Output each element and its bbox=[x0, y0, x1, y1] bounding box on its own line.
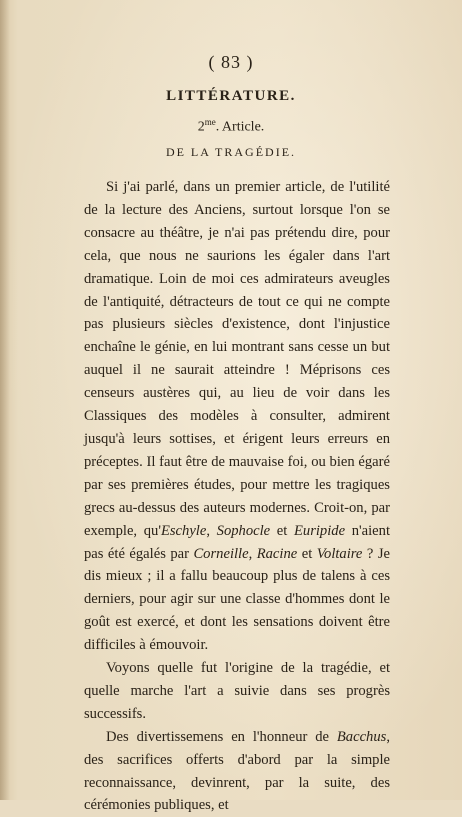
name-voltaire: Voltaire bbox=[316, 545, 363, 562]
paragraph-1-et-2: et bbox=[297, 545, 317, 562]
name-eschyle: Eschyle bbox=[160, 522, 207, 539]
paragraph-3-text-b: , des sacrifices offerts d'abord par la simple reconnaissance, devinrent, par la suite, des cérémonies publiques, et bbox=[84, 728, 390, 814]
paragraph-3-text-a: Des divertissemens en l'honneur de bbox=[106, 728, 337, 745]
paragraph-1-text-b: n'aient pas été égalés par bbox=[84, 522, 390, 562]
paragraph-1-comma-2: , bbox=[248, 545, 257, 562]
paragraph-1-et-1: et bbox=[270, 522, 294, 539]
page-title: LITTÉRATURE. bbox=[166, 88, 296, 104]
name-corneille: Corneille bbox=[193, 545, 249, 562]
subtitle-text: . Article. bbox=[215, 119, 265, 135]
section-heading: DE LA TRAGÉDIE. bbox=[165, 145, 297, 159]
paragraph-1-text-a: Si j'ai parlé, dans un premier article, de l'utilité de la lecture des Anciens, surtout lorsque l'on se consacre au théâtre, je n'ai pas prétendu dire, pour cela, que nous ne saurions les égaler dans l'art dramatique. Loin de moi ces admirateurs aveugles de l'antiquité, détracteurs de tout ce qui ne compte pas plusieurs siècles d'existence, dont l'injustice enchaîne le génie, en lui montrant sans cesse un but auquel il ne saurait atteindre ! Méprisons ces censeurs austères qui, au lieu de voir dans les Classiques des modèles à consulter, admirent jusqu'à leurs sottises, et érigent leurs erreurs en préceptes. Il faut être de mauvaise foi, ou bien égaré par ses premières études, pour mettre les tragiques grecs au-dessus des auteurs modernes. Croit-on, par exemple, qu' bbox=[84, 179, 390, 539]
subtitle-superscript: me bbox=[204, 117, 216, 127]
name-sophocle: Sophocle bbox=[216, 522, 271, 539]
paragraph-1-text-c: ? Je dis mieux ; il a fallu beaucoup plus de talens à ces derniers, pour agir sur une classe d'hommes dont le goût est exercé, et dont les sensations doivent être difficiles à émouvoir. bbox=[84, 545, 390, 654]
name-racine: Racine bbox=[256, 545, 298, 562]
paragraph-2: Voyons quelle fut l'origine de la tragédie, et quelle marche l'art a suivie dans ses progrès successifs. bbox=[84, 660, 390, 722]
article-body bbox=[84, 176, 390, 817]
subtitle-number: 2 bbox=[197, 119, 205, 135]
paragraph-1 bbox=[84, 176, 390, 657]
paragraph-3 bbox=[84, 726, 390, 817]
article-subtitle bbox=[0, 117, 462, 136]
name-euripide: Euripide bbox=[293, 522, 346, 539]
page-number: ( 83 ) bbox=[208, 52, 254, 72]
name-bacchus: Bacchus bbox=[336, 728, 387, 745]
paragraph-1-comma-1: , bbox=[206, 522, 217, 539]
